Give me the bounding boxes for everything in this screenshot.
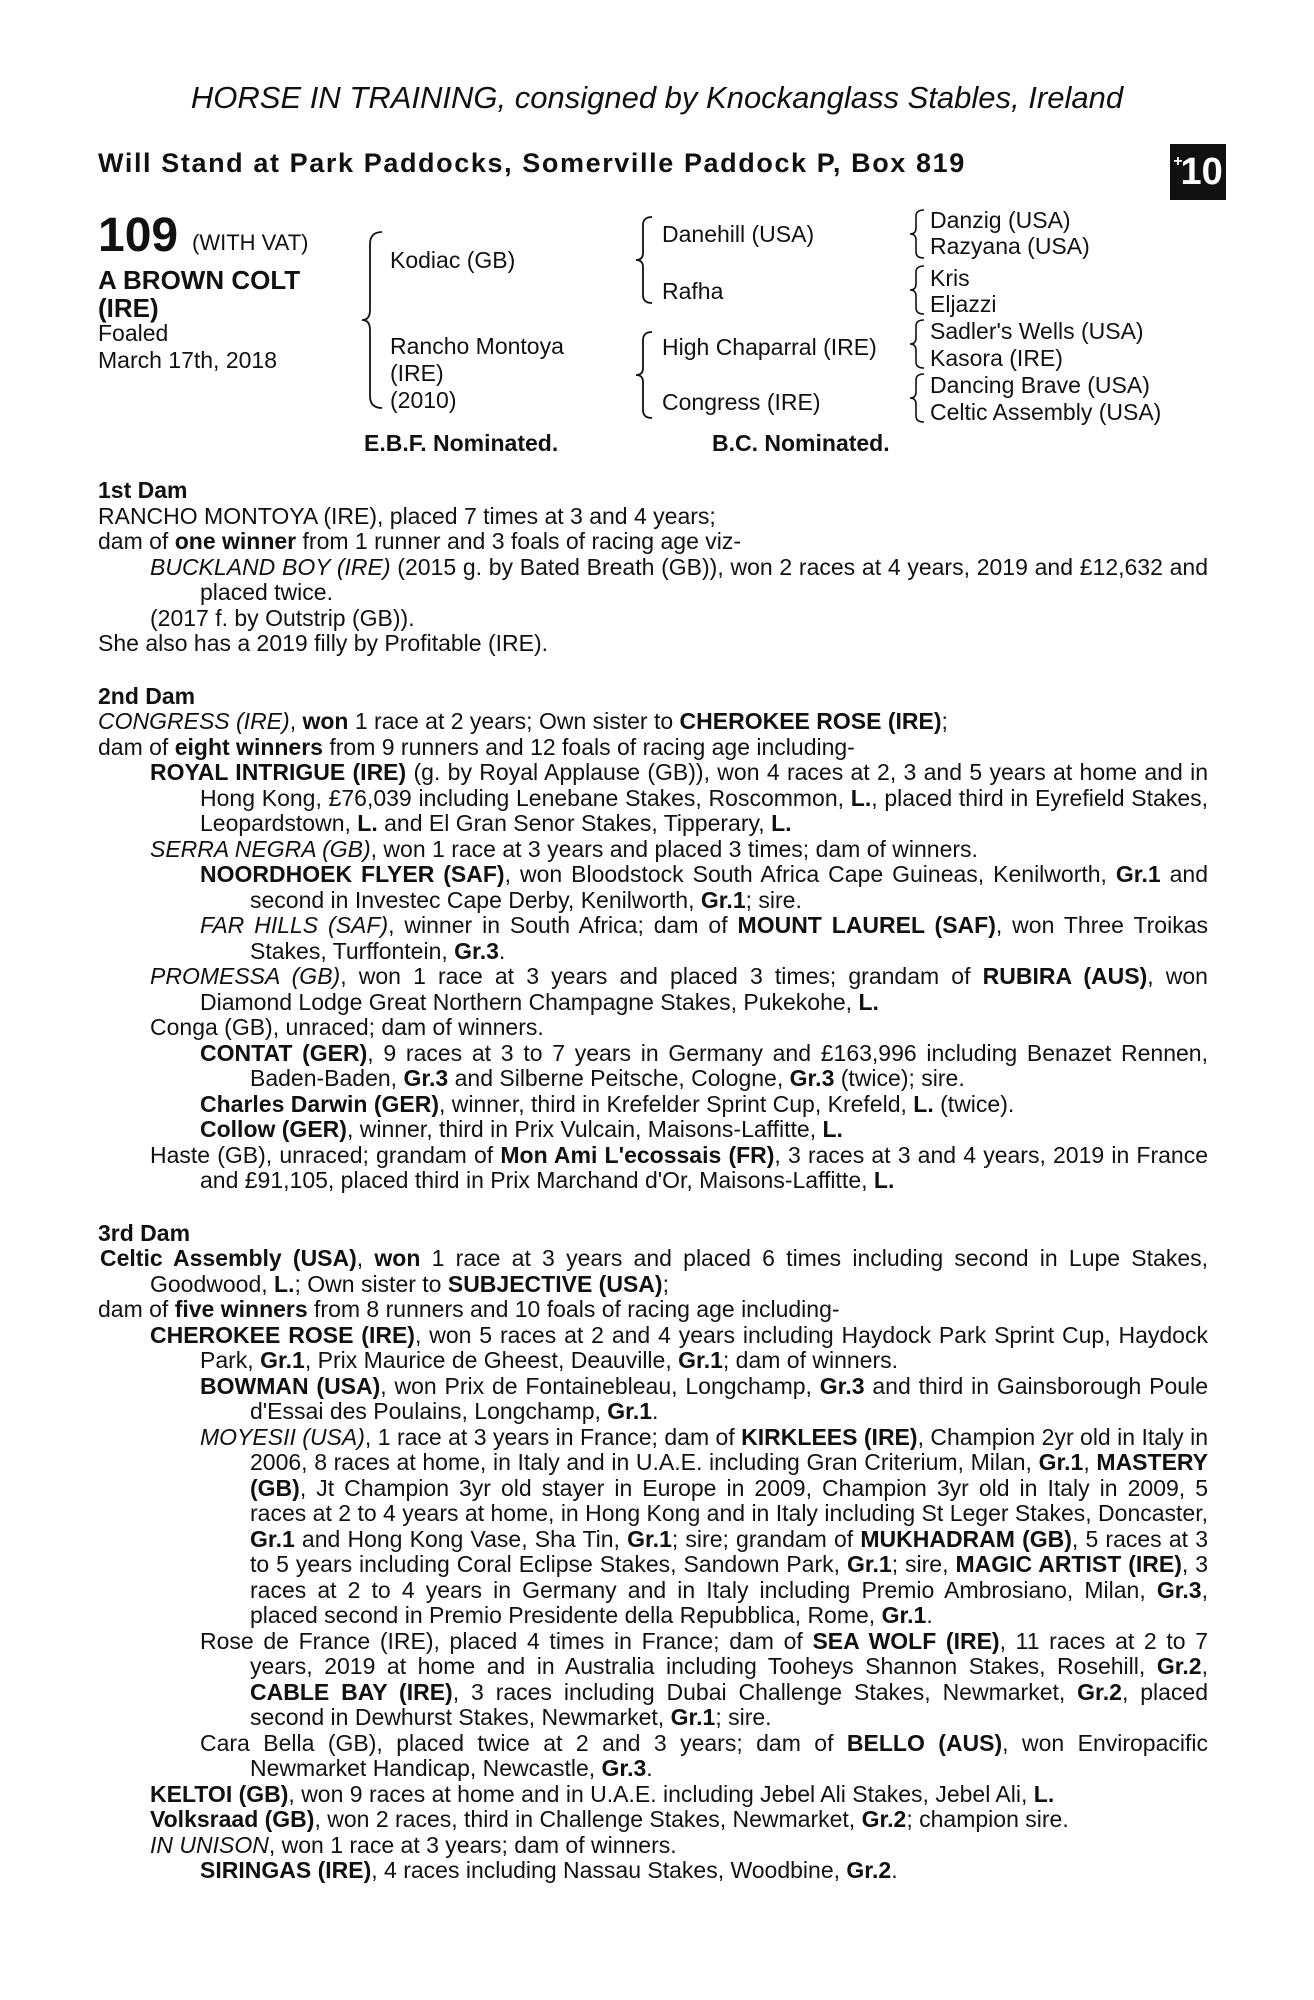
first-dam-line: She also has a 2019 filly by Profitable (IRE). — [98, 630, 549, 656]
pedigree-gg7: Dancing Brave (USA) — [930, 372, 1150, 398]
first-dam-produce: BUCKLAND BOY (IRE) (2015 g. by Bated Breath (GB)), won 2 races at 4 years, 2019 and £12,632 and placed twice. — [150, 553, 1208, 605]
third-dam-produce: Cara Bella (GB), placed twice at 2 and 3 years; dam of BELLO (AUS), won Enviropacific Newmarket Handicap, Newcastle, Gr.3. — [200, 1729, 1208, 1781]
third-dam-produce: BOWMAN (USA), won Prix de Fontainebleau, Longchamp, Gr.3 and third in Gainsborough Poule d'Essai des Poulains, Longchamp, Gr.1. — [200, 1372, 1208, 1424]
third-dam-heading: 3rd Dam — [98, 1219, 191, 1246]
first-dam-produce: (2017 f. by Outstrip (GB)). — [150, 604, 415, 631]
pedigree-gg1: Danzig (USA) — [930, 207, 1071, 233]
second-dam-produce: Conga (GB), unraced; dam of winners. — [150, 1014, 544, 1040]
lot-badge: + 10 — [1170, 144, 1226, 200]
lot-vat: (WITH VAT) — [192, 230, 309, 255]
third-dam-line: dam of five winners from 8 runners and 10 foals of racing age including- — [98, 1296, 840, 1322]
page-title: HORSE IN TRAINING, consigned by Knockanglass Stables, Ireland — [190, 80, 1124, 115]
third-dam-produce: MOYESII (USA), 1 race at 3 years in France; dam of KIRKLEES (IRE), Champion 2yr old in Italy in 2006, 8 races at home, in Italy and in U.A.E. including Gran Criterium, Milan, Gr.1, MASTERY (GB), Jt Champion 3yr old stayer in Europe in 2009, Champion 3yr old in Italy in 2009, 5 races at 2 to 4 years at home, in Hong Kong and in Italy including St Leger Stakes, Doncaster, Gr.1 and Hong Kong Vase, Sha Tin, Gr.1; sire; grandam of MUKHADRAM (GB), 5 races at 3 to 5 years including Coral Eclipse Stakes, Sandown Park, Gr.1; sire, MAGIC ARTIST (IRE), 3 races at 2 to 4 years in Germany and in Italy including Premio Ambrosiano, Milan, Gr.3, placed second in Premio Presidente della Repubblica, Rome, Gr.1. — [200, 1423, 1209, 1628]
pedigree-gg6: Kasora (IRE) — [930, 345, 1063, 371]
catalogue-notes — [98, 478, 1208, 1884]
lot-description: A BROWN COLT (IRE) — [98, 265, 301, 323]
pedigree-dam-sire: High Chaparral (IRE) — [662, 334, 877, 360]
first-dam-line: RANCHO MONTOYA (IRE), placed 7 times at 3 and 4 years; — [98, 502, 716, 529]
pedigree-gg3: Kris — [930, 265, 970, 291]
pedigree-gg5: Sadler's Wells (USA) — [930, 318, 1144, 344]
pedigree-sire-sire: Danehill (USA) — [662, 221, 815, 247]
pedigree-brace-4 — [908, 372, 926, 424]
first-dam-line: dam of one winner from 1 runner and 3 foals of racing age viz- — [98, 528, 742, 554]
pedigree-dam: Rancho Montoya (IRE) (2010) — [390, 333, 564, 413]
ebf-nomination: E.B.F. Nominated. — [364, 430, 559, 456]
second-dam-produce: Charles Darwin (GER), winner, third in Krefelder Sprint Cup, Krefeld, L. (twice). — [200, 1090, 1015, 1117]
third-dam-produce: SIRINGAS (IRE), 4 races including Nassau Stakes, Woodbine, Gr.2. — [200, 1857, 898, 1883]
third-dam-produce: Volksraad (GB), won 2 races, third in Challenge Stakes, Newmarket, Gr.2; champion sire. — [150, 1806, 1069, 1832]
pedigree-gg8: Celtic Assembly (USA) — [930, 399, 1162, 425]
bc-nomination: B.C. Nominated. — [712, 430, 890, 456]
pedigree-brace-3 — [908, 318, 926, 370]
second-dam-line: dam of eight winners from 9 runners and 12 foals of racing age including- — [98, 733, 855, 760]
stand-location: Will Stand at Park Paddocks, Somerville Paddock P, Box 819 — [98, 148, 966, 178]
second-dam-produce: Collow (GER), winner, third in Prix Vulcain, Maisons-Laffitte, L. — [200, 1116, 843, 1142]
pedigree-dam-dam: Congress (IRE) — [662, 389, 821, 415]
lot-number: 109 — [98, 209, 179, 262]
second-dam-produce: SERRA NEGRA (GB), won 1 race at 3 years and placed 3 times; dam of winners. — [150, 835, 978, 862]
first-dam-heading: 1st Dam — [98, 477, 188, 503]
second-dam-produce: PROMESSA (GB), won 1 race at 3 years and placed 3 times; grandam of RUBIRA (AUS), won Diamond Lodge Great Northern Champagne Stakes, Pukekohe, L. — [150, 963, 1208, 1015]
third-dam-produce: Rose de France (IRE), placed 4 times in France; dam of SEA WOLF (IRE), 11 races at 2 to 7 years, 2019 at home and in Australia including Tooheys Shannon Stakes, Rosehill, Gr.2, CABLE BAY (IRE), 3 races including Dubai Challenge Stakes, Newmarket, Gr.2, placed second in Dewhurst Stakes, Newmarket, Gr.1; sire. — [200, 1627, 1208, 1730]
pedigree-brace-main — [360, 230, 384, 410]
pedigree-brace-dam — [634, 330, 654, 420]
second-dam-line: CONGRESS (IRE), won 1 race at 2 years; Own sister to CHEROKEE ROSE (IRE); — [98, 708, 948, 734]
third-dam-produce: CHEROKEE ROSE (IRE), won 5 races at 2 and 4 years including Haydock Park Sprint Cup, Haydock Park, Gr.1, Prix Maurice de Gheest, Deauville, Gr.1; dam of winners. — [150, 1321, 1208, 1373]
second-dam-produce: Haste (GB), unraced; grandam of Mon Ami L'ecossais (FR), 3 races at 3 and 4 years, 2019 in France and £91,105, placed third in Prix Marchand d'Or, Maisons-Laffitte, L. — [150, 1141, 1208, 1193]
pedigree-gg2: Razyana (USA) — [930, 233, 1090, 259]
second-dam-produce: NOORDHOEK FLYER (SAF), won Bloodstock South Africa Cape Guineas, Kenilworth, Gr.1 and second in Investec Cape Derby, Kenilworth, Gr.1; sire. — [200, 861, 1208, 913]
foaling-date: Foaled March 17th, 2018 — [98, 320, 278, 373]
pedigree-brace-sire — [634, 215, 654, 305]
third-dam-produce: KELTOI (GB), won 9 races at home and in U.A.E. including Jebel Ali Stakes, Jebel Ali, L. — [150, 1780, 1055, 1807]
pedigree-sire: Kodiac (GB) — [390, 247, 516, 273]
pedigree-gg4: Eljazzi — [930, 291, 997, 317]
third-dam-line: Celtic Assembly (USA), won 1 race at 3 years and placed 6 times including second in Lupe Stakes, Goodwood, L.; Own sister to SUBJECTIVE (USA); — [100, 1245, 1209, 1297]
pedigree-sire-dam: Rafha — [662, 278, 724, 304]
second-dam-produce: CONTAT (GER), 9 races at 3 to 7 years in Germany and £163,996 including Benazet Rennen, Baden-Baden, Gr.3 and Silberne Peitsche, Cologne, Gr.3 (twice); sire. — [200, 1039, 1208, 1091]
second-dam-produce: ROYAL INTRIGUE (IRE) (g. by Royal Applause (GB)), won 4 races at 2, 3 and 5 years at home and in Hong Kong, £76,039 including Lenebane Stakes, Roscommon, L., placed third in Eyrefield Stakes, Leopardstown, L. and El Gran Senor Stakes, Tipperary, L. — [150, 759, 1208, 836]
pedigree-brace-1 — [908, 208, 926, 260]
second-dam-heading: 2nd Dam — [98, 682, 196, 709]
second-dam-produce: FAR HILLS (SAF), winner in South Africa; dam of MOUNT LAUREL (SAF), won Three Troikas Stakes, Turffontein, Gr.3. — [200, 912, 1208, 964]
pedigree-brace-2 — [908, 264, 926, 316]
third-dam-produce: IN UNISON, won 1 race at 3 years; dam of winners. — [150, 1831, 677, 1858]
